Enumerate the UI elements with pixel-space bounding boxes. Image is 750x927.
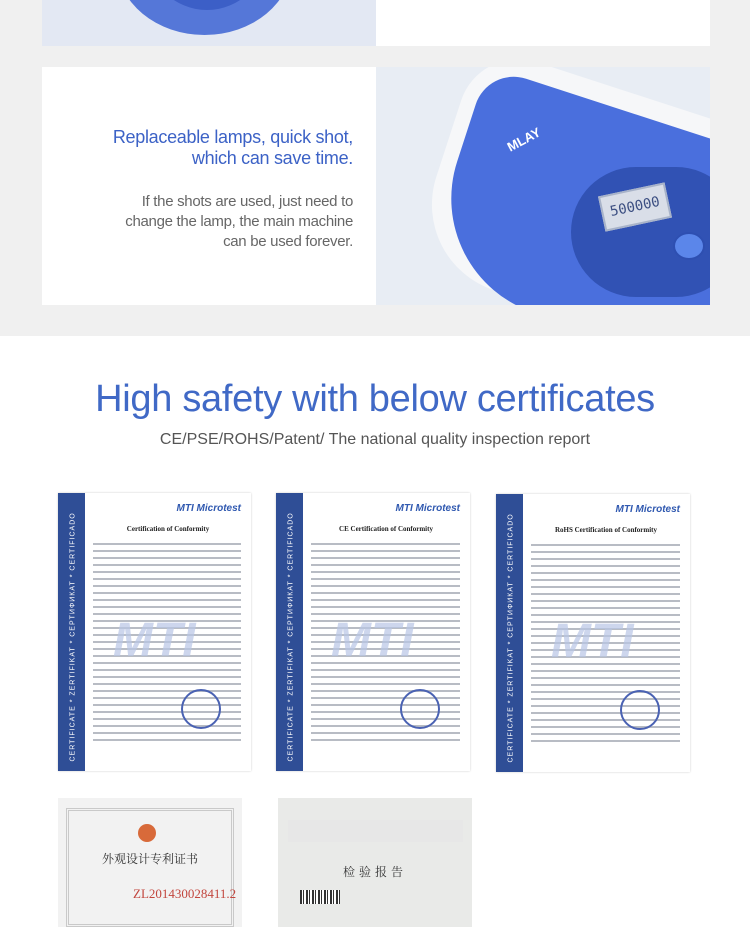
stamp-icon: [620, 690, 660, 730]
feature-description: If the shots are used, just need to change the lamp, the main machine can be used forever.: [125, 193, 353, 250]
inspection-report[interactable]: 检验报告: [278, 798, 472, 927]
microtest-logo: MTI Microtest: [395, 503, 460, 514]
barcode-icon: [300, 890, 340, 904]
patent-emblem-icon: [138, 824, 156, 842]
stamp-icon: [181, 689, 221, 729]
certificate-card[interactable]: CERTIFICATE * ZERTIFIKAT * CEPTИФИКАТ * CERTIFICADO MTI Microtest Certification of Conformity MTI: [58, 493, 251, 771]
feature-card-previous: [42, 0, 710, 46]
patent-certificate[interactable]: 外观设计专利证书 ZL201430028411.2: [58, 798, 242, 927]
microtest-logo: MTI Microtest: [176, 503, 241, 514]
device-screen: 500000: [598, 182, 672, 231]
feature-title: Replaceable lamps, quick shot, which can save time.: [112, 127, 353, 168]
device-image: [376, 67, 710, 305]
device-button: [673, 232, 705, 260]
certificates-subheading: CE/PSE/ROHS/Patent/ The national quality inspection report: [159, 431, 591, 448]
stamp-icon: [400, 689, 440, 729]
microtest-logo: MTI Microtest: [615, 504, 680, 515]
certificates-heading: High safety with below certificates: [95, 378, 655, 420]
report-header: [288, 820, 463, 842]
feature-card-lamps: [42, 67, 710, 305]
feature-section: [0, 0, 750, 336]
certificate-card[interactable]: CERTIFICATE * ZERTIFIKAT * CEPTИФИКАТ * CERTIFICADO MTI Microtest CE Certification of Conformity MTI: [276, 493, 470, 771]
certificate-card[interactable]: CERTIFICATE * ZERTIFIKAT * CEPTИФИКАТ * CERTIFICADO MTI Microtest RoHS Certification of Conformity MTI: [496, 494, 690, 772]
device-logo: MLAY: [504, 124, 544, 155]
device-image-partial: [42, 0, 376, 46]
